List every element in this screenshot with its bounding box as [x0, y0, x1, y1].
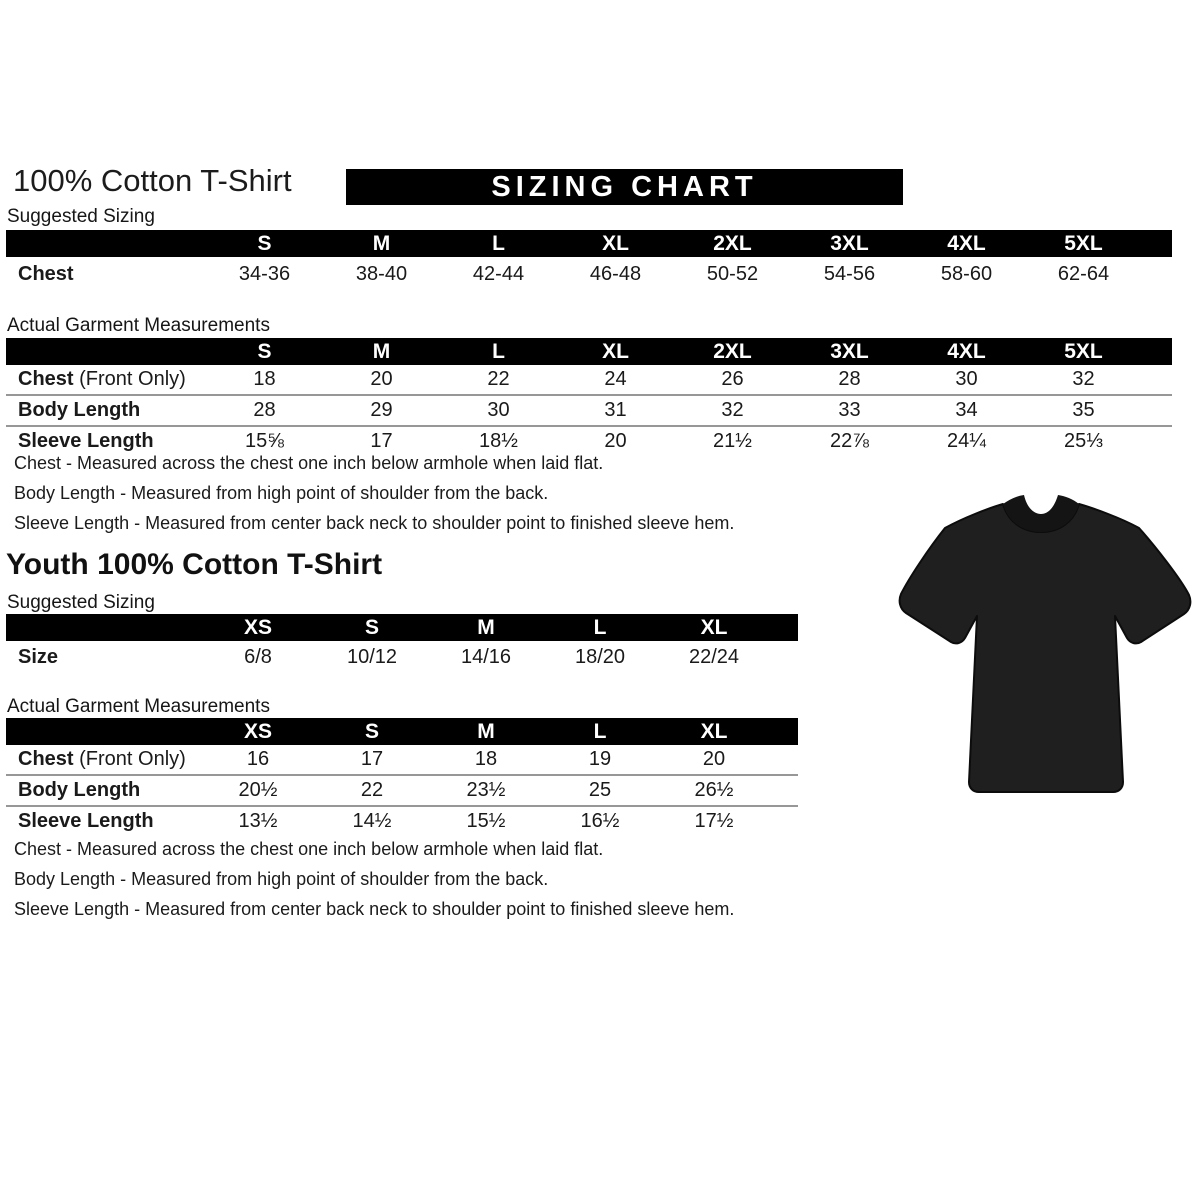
measurement-value-cell: 35	[1025, 395, 1142, 426]
tshirt-body	[900, 504, 1191, 792]
measurement-value-cell: 28	[838, 368, 861, 390]
note-line: Sleeve Length - Measured from center back neck to shoulder point to finished sleeve hem.	[14, 513, 735, 533]
size-col-header: XL	[557, 338, 674, 365]
header-spacer-cell	[6, 230, 206, 257]
measurement-label: Chest (Front Only)	[18, 748, 186, 770]
measurement-label: Sleeve Length	[6, 426, 206, 456]
page-title: 100% Cotton T-Shirt	[13, 163, 292, 198]
size-col-header: 4XL	[908, 230, 1025, 257]
size-col-header: L	[543, 718, 657, 745]
measurement-value-cell: 30	[955, 368, 978, 390]
measurement-value-cell: 46-48	[589, 262, 642, 285]
measurement-value-cell: 15½	[429, 806, 543, 836]
size-col-header: L	[543, 614, 657, 641]
header-spacer-cell	[6, 718, 201, 745]
measurement-value-cell: 18/20	[574, 645, 626, 668]
size-col-header: 3XL	[791, 230, 908, 257]
measurement-value-cell: 22/24	[688, 645, 740, 668]
measurement-value-cell: 23½	[429, 775, 543, 806]
measurement-label: Body Length	[6, 775, 201, 806]
body-length-row	[6, 395, 1172, 426]
measurement-value-cell: 30	[440, 395, 557, 426]
measurement-value-cell: 31	[557, 395, 674, 426]
header-spacer-cell	[1142, 338, 1172, 365]
size-range-row	[6, 641, 798, 673]
spacer-cell	[1142, 395, 1172, 426]
note-line: Sleeve Length - Measured from center back neck to shoulder point to finished sleeve hem.	[14, 899, 735, 919]
measurement-value-cell: 29	[323, 395, 440, 426]
measurement-value-cell: 34	[908, 395, 1025, 426]
youth-measurement-notes	[14, 834, 734, 924]
spacer-cell	[1142, 257, 1172, 291]
size-col-header: 2XL	[674, 230, 791, 257]
header-spacer-cell	[771, 718, 798, 745]
size-header-row	[6, 614, 798, 641]
measurement-value-cell: 19	[588, 748, 612, 770]
spacer-cell	[1142, 365, 1172, 395]
size-col-header: XS	[201, 718, 315, 745]
note-line: Chest - Measured across the chest one inch below armhole when laid flat.	[14, 453, 604, 473]
size-col-header: XS	[201, 614, 315, 641]
measurement-value-cell: 33	[791, 395, 908, 426]
measurement-value-cell: 25	[543, 775, 657, 806]
adult-measurement-notes	[14, 448, 734, 538]
body-length-row	[6, 775, 798, 806]
size-header-row	[6, 718, 798, 745]
measurement-value-cell: 21½	[674, 426, 791, 456]
header-spacer-cell	[6, 614, 201, 641]
youth-actual-measurements-label: Actual Garment Measurements	[7, 696, 270, 717]
size-col-header: M	[429, 718, 543, 745]
measurement-value-cell: 17	[360, 748, 384, 770]
measurement-value-cell: 15⅝	[206, 426, 323, 456]
note-line: Chest - Measured across the chest one inch below armhole when laid flat.	[14, 839, 604, 859]
header-spacer-cell	[1142, 230, 1172, 257]
size-col-header: M	[323, 230, 440, 257]
header-spacer-cell	[6, 338, 206, 365]
measurement-value-cell: 14½	[315, 806, 429, 836]
measurement-value-cell: 32	[1072, 368, 1095, 390]
size-col-header: 5XL	[1025, 230, 1142, 257]
measurement-value-cell: 22⅞	[791, 426, 908, 456]
measurement-value-cell: 16	[246, 748, 270, 770]
size-col-header: M	[429, 614, 543, 641]
measurement-label: Size	[18, 645, 59, 668]
measurement-value-cell: 26	[721, 368, 744, 390]
sleeve-length-row	[6, 806, 798, 836]
size-col-header: M	[323, 338, 440, 365]
measurement-value-cell: 24¼	[908, 426, 1025, 456]
size-col-header: XL	[657, 614, 771, 641]
measurement-value-cell: 17	[323, 426, 440, 456]
adult-actual-measurements-table	[6, 338, 1172, 456]
measurement-label: Chest (Front Only)	[18, 368, 186, 390]
measurement-value-cell: 17½	[657, 806, 771, 836]
measurement-value-cell: 22	[487, 368, 510, 390]
size-col-header: 5XL	[1025, 338, 1142, 365]
spacer-cell	[771, 641, 798, 673]
size-col-header: XL	[557, 230, 674, 257]
size-col-header: S	[315, 614, 429, 641]
measurement-value-cell: 20	[557, 426, 674, 456]
note-line: Body Length - Measured from high point of shoulder from the back.	[14, 483, 549, 503]
measurement-value-cell: 18½	[440, 426, 557, 456]
measurement-value-cell: 32	[674, 395, 791, 426]
measurement-value-cell: 14/16	[460, 645, 512, 668]
size-col-header: 4XL	[908, 338, 1025, 365]
adult-suggested-sizing-label: Suggested Sizing	[7, 206, 155, 227]
measurement-value-cell: 50-52	[706, 262, 759, 285]
measurement-value-cell: 20	[702, 748, 726, 770]
size-col-header: S	[206, 338, 323, 365]
measurement-value-cell: 22	[315, 775, 429, 806]
measurement-value-cell: 20	[370, 368, 393, 390]
measurement-value-cell: 16½	[543, 806, 657, 836]
youth-suggested-sizing-label: Suggested Sizing	[7, 592, 155, 613]
chest-row	[6, 365, 1172, 395]
measurement-value-cell: 28	[206, 395, 323, 426]
measurement-value-cell: 24	[604, 368, 627, 390]
adult-actual-measurements-label: Actual Garment Measurements	[7, 315, 270, 336]
size-col-header: 3XL	[791, 338, 908, 365]
black-tshirt-image	[893, 482, 1193, 804]
measurement-label: Body Length	[6, 395, 206, 426]
measurement-value-cell: 58-60	[940, 262, 993, 285]
measurement-value-cell: 34-36	[238, 262, 291, 285]
measurement-value-cell: 13½	[201, 806, 315, 836]
youth-actual-measurements-table	[6, 718, 798, 836]
size-header-row	[6, 338, 1172, 365]
measurement-value-cell: 54-56	[823, 262, 876, 285]
size-col-header: L	[440, 230, 557, 257]
size-col-header: S	[206, 230, 323, 257]
measurement-label: Sleeve Length	[6, 806, 201, 836]
spacer-cell	[1142, 426, 1172, 456]
header-spacer-cell	[771, 614, 798, 641]
measurement-value-cell: 62-64	[1057, 262, 1110, 285]
youth-section-title: Youth 100% Cotton T-Shirt	[6, 548, 383, 581]
chest-row	[6, 745, 798, 775]
sizing-chart-banner: SIZING CHART	[346, 169, 903, 205]
measurement-value-cell: 18	[474, 748, 498, 770]
measurement-value-cell: 26½	[657, 775, 771, 806]
measurement-value-cell: 18	[253, 368, 276, 390]
size-col-header: S	[315, 718, 429, 745]
spacer-cell	[771, 745, 798, 775]
size-col-header: 2XL	[674, 338, 791, 365]
chest-range-row	[6, 257, 1172, 291]
adult-suggested-sizing-table	[6, 230, 1172, 291]
size-header-row	[6, 230, 1172, 257]
size-col-header: L	[440, 338, 557, 365]
measurement-label: Chest	[18, 262, 74, 285]
spacer-cell	[771, 775, 798, 806]
youth-suggested-sizing-table	[6, 614, 798, 673]
measurement-value-cell: 6/8	[244, 645, 272, 668]
measurement-value-cell: 38-40	[355, 262, 408, 285]
size-col-header: XL	[657, 718, 771, 745]
measurement-value-cell: 20½	[201, 775, 315, 806]
note-line: Body Length - Measured from high point of shoulder from the back.	[14, 869, 549, 889]
measurement-value-cell: 10/12	[346, 645, 398, 668]
spacer-cell	[771, 806, 798, 836]
measurement-value-cell: 42-44	[472, 262, 525, 285]
measurement-value-cell: 25⅓	[1025, 426, 1142, 456]
